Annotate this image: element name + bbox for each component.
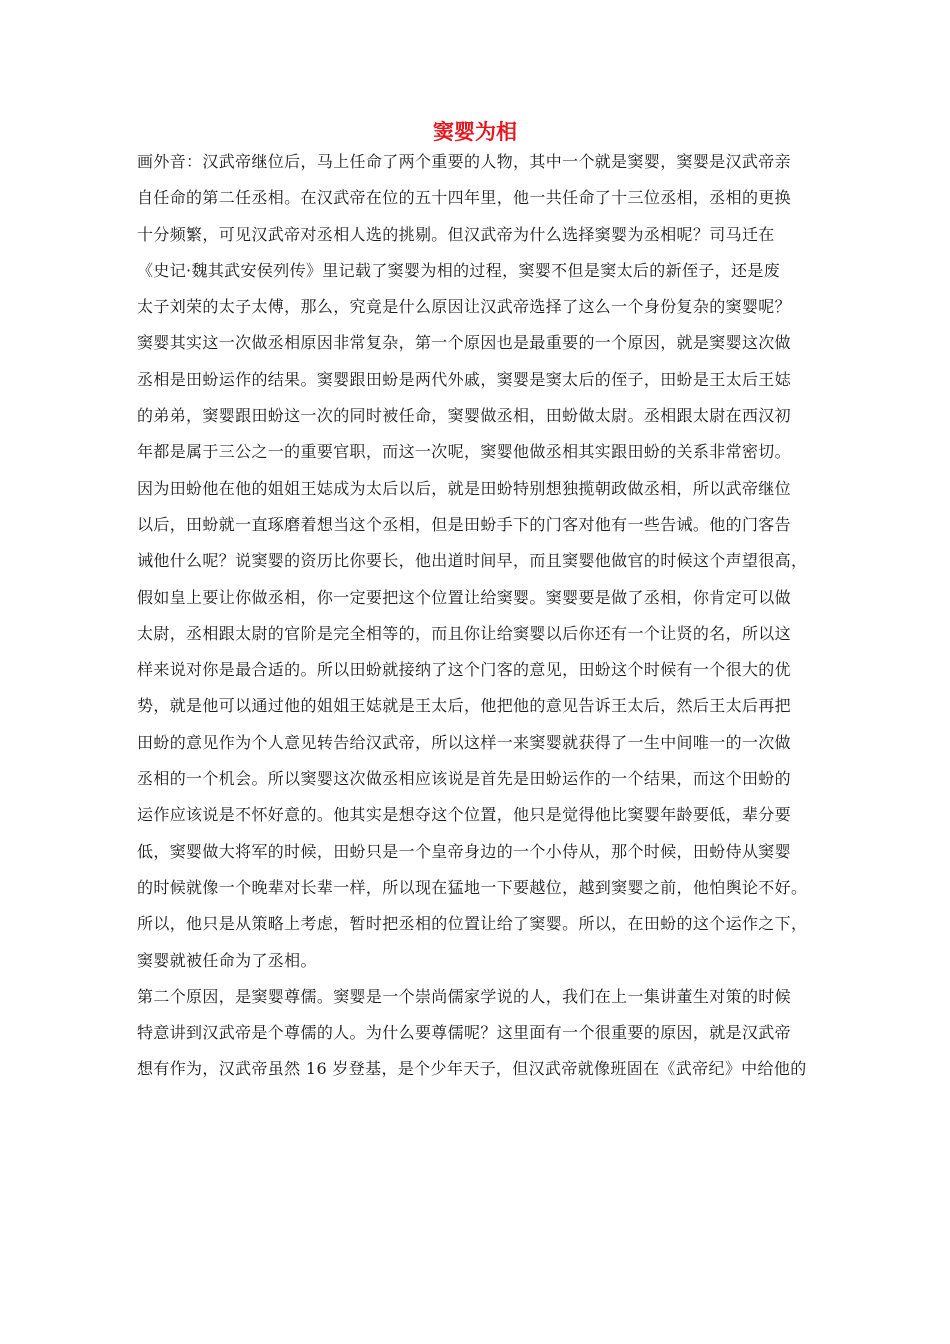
text-line: 所以，他只是从策略上考虑，暂时把丞相的位置让给了窦婴。所以，在田蚡的这个运作之下， [137, 914, 808, 934]
text-line: 以后，田蚡就一直琢磨着想当这个丞相，但是田蚡手下的门客对他有一些告诫。他的门客告 [137, 514, 792, 534]
text-line: 《史记·魏其武安侯列传》里记载了窦婴为相的过程，窦婴不但是窦太后的新侄子，还是废 [137, 260, 781, 280]
text-line: 势，就是他可以通过他的姐姐王娡就是王太后，他把他的意见告诉王太后，然后王太后再把 [137, 696, 792, 716]
text-line: 年都是属于三公之一的重要官职，而这一次呢，窦婴他做丞相其实跟田蚡的关系非常密切。 [137, 442, 792, 462]
text-line: 的弟弟，窦婴跟田蚡这一次的同时被任命，窦婴做丞相，田蚡做太尉。丞相跟太尉在西汉初 [137, 406, 792, 426]
text-line: 的时候就像一个晚辈对长辈一样，所以现在猛地一下要越位，越到窦婴之前，他怕舆论不好。 [137, 877, 808, 897]
text-line: 太子刘荣的太子太傅，那么，究竟是什么原因让汉武帝选择了这么一个身份复杂的窦婴呢？ [137, 297, 792, 317]
text-line: 自任命的第二任丞相。在汉武帝在位的五十四年里，他一共任命了十三位丞相，丞相的更换 [137, 188, 792, 208]
text-line: 画外音：汉武帝继位后，马上任命了两个重要的人物，其中一个就是窦婴，窦婴是汉武帝亲 [137, 152, 792, 171]
text-line: 样来说对你是最合适的。所以田蚡就接纳了这个门客的意见，田蚡这个时候有一个很大的优 [137, 660, 792, 680]
text-line: 窦婴其实这一次做丞相原因非常复杂，第一个原因也是最重要的一个原因，就是窦婴这次做 [137, 333, 792, 353]
text-line: 太尉，丞相跟太尉的官阶是完全相等的，而且你让给窦婴以后你还有一个让贤的名，所以这 [137, 623, 792, 643]
text-line: 运作应该说是不怀好意的。他其实是想夺这个位置，他只是觉得他比窦婴年龄要低，辈分要 [137, 805, 792, 825]
document-title: 窦婴为相 [433, 120, 517, 144]
text-line: 因为田蚡他在他的姐姐王娡成为太后以后，就是田蚡特别想独揽朝政做丞相，所以武帝继位 [137, 478, 792, 498]
text-line: 第二个原因，是窦婴尊儒。窦婴是一个崇尚儒家学说的人，我们在上一集讲董生对策的时候 [137, 986, 792, 1006]
text-line: 假如皇上要让你做丞相，你一定要把这个位置让给窦婴。窦婴要是做了丞相，你肯定可以做 [137, 587, 792, 607]
document-body [137, 144, 827, 1088]
text-line: 特意讲到汉武帝是个尊儒的人。为什么要尊儒呢？这里面有一个很重要的原因，就是汉武帝 [137, 1023, 792, 1043]
text-line: 十分频繁，可见汉武帝对丞相人选的挑剔。但汉武帝为什么选择窦婴为丞相呢？司马迁在 [137, 224, 775, 244]
text-line: 窦婴就被任命为了丞相。 [137, 950, 317, 970]
text-line: 丞相的一个机会。所以窦婴这次做丞相应该说是首先是田蚡运作的一个结果，而这个田蚡的 [137, 769, 792, 789]
text-line: 想有作为，汉武帝虽然 16 岁登基，是个少年天子，但汉武帝就像班固在《武帝纪》中给他的 [137, 1059, 807, 1079]
text-line: 低，窦婴做大将军的时候，田蚡只是一个皇帝身边的一个小侍从，那个时候，田蚡侍从窦婴 [137, 841, 792, 861]
text-line: 田蚡的意见作为个人意见转告给汉武帝，所以这样一来窦婴就获得了一生中间唯一的一次做 [137, 732, 792, 752]
text-line: 诫他什么呢？说窦婴的资历比你要长，他出道时间早，而且窦婴他做官的时候这个声望很高， [137, 551, 808, 571]
text-line: 丞相是田蚡运作的结果。窦婴跟田蚡是两代外戚，窦婴是窦太后的侄子，田蚡是王太后王娡 [137, 369, 792, 389]
